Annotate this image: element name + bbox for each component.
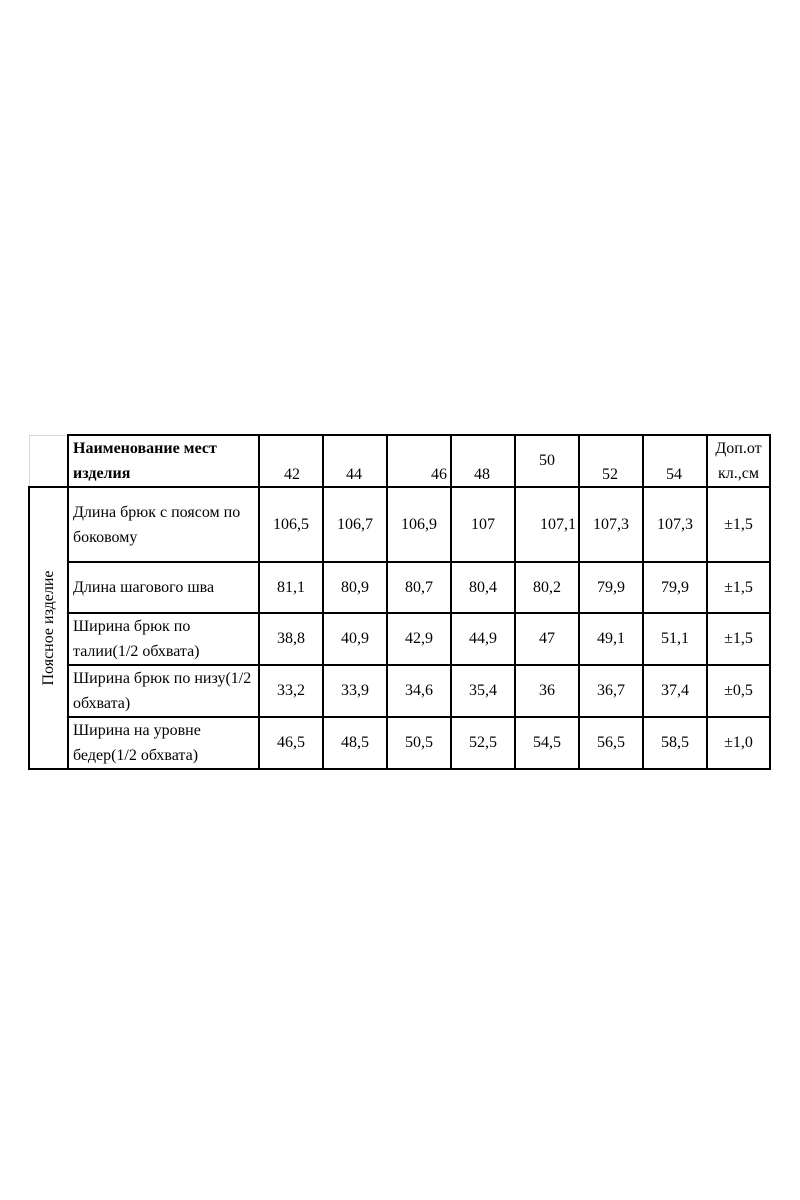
header-size-label: 48 bbox=[474, 466, 490, 483]
row-value: 36 bbox=[515, 665, 579, 717]
header-size-48 bbox=[451, 435, 515, 487]
table-row bbox=[29, 562, 770, 613]
header-size-label: 46 bbox=[431, 466, 447, 483]
header-name-col: Наименование мест изделия bbox=[68, 435, 259, 487]
row-value: 106,7 bbox=[323, 487, 387, 562]
row-name: Ширина на уровне бедер(1/2 обхвата) bbox=[68, 717, 259, 769]
header-row bbox=[29, 435, 770, 487]
row-value: 51,1 bbox=[643, 613, 707, 665]
header-size-46 bbox=[387, 435, 451, 487]
row-value: 50,5 bbox=[387, 717, 451, 769]
row-value: 37,4 bbox=[643, 665, 707, 717]
header-size-label: 44 bbox=[346, 466, 362, 483]
header-size-42 bbox=[259, 435, 323, 487]
table-row bbox=[29, 613, 770, 665]
row-value: 42,9 bbox=[387, 613, 451, 665]
header-size-label: 42 bbox=[284, 466, 300, 483]
row-tolerance: ±1,5 bbox=[707, 562, 770, 613]
row-value: 52,5 bbox=[451, 717, 515, 769]
row-tolerance: ±1,5 bbox=[707, 613, 770, 665]
row-value: 33,2 bbox=[259, 665, 323, 717]
row-value: 107 bbox=[451, 487, 515, 562]
table-row bbox=[29, 717, 770, 769]
row-value: 79,9 bbox=[579, 562, 643, 613]
row-name: Длина шагового шва bbox=[68, 562, 259, 613]
row-name: Ширина брюк по талии(1/2 обхвата) bbox=[68, 613, 259, 665]
row-value: 34,6 bbox=[387, 665, 451, 717]
row-value: 80,7 bbox=[387, 562, 451, 613]
row-value: 40,9 bbox=[323, 613, 387, 665]
row-value: 107,3 bbox=[579, 487, 643, 562]
row-value: 81,1 bbox=[259, 562, 323, 613]
row-value: 56,5 bbox=[579, 717, 643, 769]
side-label: Поясное изделие bbox=[39, 570, 57, 686]
row-value: 107,3 bbox=[643, 487, 707, 562]
row-name: Ширина брюк по низу(1/2 обхвата) bbox=[68, 665, 259, 717]
row-value: 106,9 bbox=[387, 487, 451, 562]
row-tolerance: ±0,5 bbox=[707, 665, 770, 717]
row-value: 47 bbox=[515, 613, 579, 665]
row-tolerance: ±1,5 bbox=[707, 487, 770, 562]
corner-cell bbox=[29, 435, 68, 487]
table-row bbox=[29, 665, 770, 717]
row-value: 80,2 bbox=[515, 562, 579, 613]
row-value: 35,4 bbox=[451, 665, 515, 717]
row-value: 54,5 bbox=[515, 717, 579, 769]
row-value: 33,9 bbox=[323, 665, 387, 717]
row-value: 58,5 bbox=[643, 717, 707, 769]
header-size-label: 52 bbox=[602, 466, 618, 483]
header-size-50: 50 bbox=[515, 435, 579, 487]
row-value: 48,5 bbox=[323, 717, 387, 769]
header-size-44 bbox=[323, 435, 387, 487]
row-tolerance: ±1,0 bbox=[707, 717, 770, 769]
row-value: 44,9 bbox=[451, 613, 515, 665]
header-tolerance: Доп.от кл.,см bbox=[707, 435, 770, 487]
row-value: 49,1 bbox=[579, 613, 643, 665]
row-value: 80,4 bbox=[451, 562, 515, 613]
header-size-label: 54 bbox=[666, 466, 682, 483]
row-value: 106,5 bbox=[259, 487, 323, 562]
row-value: 36,7 bbox=[579, 665, 643, 717]
row-value: 80,9 bbox=[323, 562, 387, 613]
row-name: Длина брюк с поясом по боковому bbox=[68, 487, 259, 562]
row-value: 79,9 bbox=[643, 562, 707, 613]
row-value: 107,1 bbox=[515, 487, 579, 562]
row-value: 38,8 bbox=[259, 613, 323, 665]
size-chart-table bbox=[28, 434, 771, 770]
side-label-cell bbox=[29, 487, 68, 769]
header-size-54 bbox=[643, 435, 707, 487]
row-value: 46,5 bbox=[259, 717, 323, 769]
header-size-52 bbox=[579, 435, 643, 487]
table-row bbox=[29, 487, 770, 562]
